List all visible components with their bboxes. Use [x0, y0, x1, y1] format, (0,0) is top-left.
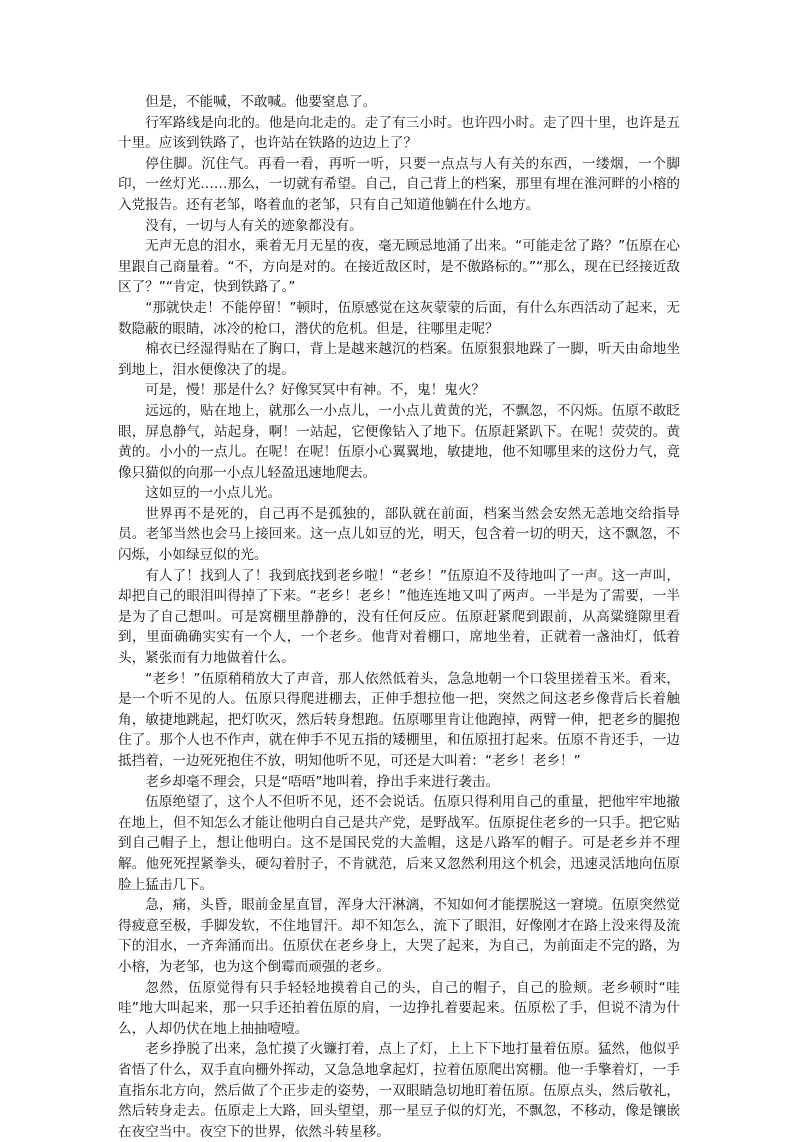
paragraph: 但是，不能喊，不敢喊。他要窒息了。 [145, 94, 377, 110]
paragraph: 老乡挣脱了出来，急忙摸了火镰打着，点上了灯，上上下下地打量着伍原。猛然，他似乎省悟了什么，双手直向栅外挥动，又急急地拿起灯，拉着伍原爬出窝棚。他一手擎着灯，一手直指东北方向，然后做了个正步走的姿势，一双眼睛急切地盯着伍原。伍原点头，然后敬礼，然后转身走去。伍原走上大路，回头望望，那一星豆子似的灯光，不飘忽，不移动，像是镶嵌在夜空当中。夜空下的世界，依然斗转星移。 [118, 1041, 680, 1140]
paragraph: 可是，慢！那是什么？好像冥冥中有神。不，鬼！鬼火？ [145, 382, 486, 399]
paragraph: 急，痛，头昏，眼前金星直冒，浑身大汗淋漓，不知如何才能摆脱这一窘境。伍原突然觉得疲意至极，手脚发软，不住地冒汗。却不知怎么，流下了眼泪，好像刚才在路上没来得及流下的泪水，一齐奔涌而出。伍原伏在老乡身上，大哭了起来，为自己，为前面走不完的路，为小榕，为老邹，也为这个倒霉而顽强的老乡。 [118, 897, 680, 975]
paragraph: “那就快走！不能停留！”顿时，伍原感觉在这灰蒙蒙的后面，有什么东西活动了起来，无数隐蔽的眼睛，冰冷的枪口，潜伏的危机。但是，往哪里走呢？ [118, 299, 680, 337]
paragraph: 没有，一切与人有关的迹象都没有。 [145, 217, 363, 234]
paragraph: 行军路线是向北的。他是向北走的。走了有三小时。也许四小时。走了四十里，也许是五十里。应该到铁路了，也许站在铁路的边边上了？ [118, 114, 680, 152]
paragraph: 老乡却毫不理会，只是“唔唔”地叫着，挣出手来进行袭击。 [145, 773, 500, 790]
paragraph: 这如豆的一小点儿光。 [145, 485, 282, 502]
paragraph: 有人了！找到人了！我到底找到老乡啦！“老乡！”伍原迫不及待地叫了一声。这一声叫，却把自己的眼泪叫得掉了下来。“老乡！老乡！”他连连地又叫了两声。一半是为了需要，一半是为了自己想叫。可是窝棚里静静的，没有任何反应。伍原赶紧爬到跟前，从高粱缝隙里看到，里面确确实实有一个人，一个老乡。他背对着棚口，席地坐着，正就着一盏油灯，低着头，紧张而有力地做着什么。 [118, 567, 680, 667]
paragraph: 无声无息的泪水，乘着无月无星的夜，毫无顾忌地涌了出来。“可能走岔了路？”伍原在心里跟自己商量着。“不，方向是对的。在接近敌区时，是不傲路标的。”“那么，现在已经接近敌区了？”“肯定，快到铁路了。” [118, 238, 680, 296]
paragraph: 棉衣已经湿得贴在了胸口，背上是越来越沉的档案。伍原狠狠地跺了一脚，听天由命地坐到地上，泪水便像决了的堤。 [118, 341, 680, 378]
paragraph: 伍原绝望了，这个人不但听不见，还不会说话。伍原只得利用自己的重量，把他牢牢地撤在地上，但不知怎么才能让他明白自己是共产党，是野战军。伍原捉住老乡的一只手。把它贴到自己帽子上，想让他明白。这不是国民党的大盖帽，这是八路军的帽子。可是老乡并不理解。他死死捏紧拳头，硬勾着肘子，不肯就范，后来又忽然利用这个机会，迅速灵活地向伍原脸上猛击几下。 [118, 794, 680, 893]
paragraph: “老乡！”伍原稍稍放大了声音，那人依然低着头，急急地朝一个口袋里搓着玉米。看来，是一个听不见的人。伍原只得爬进棚去，正伸手想拉他一把，突然之间这老乡像背后长着触角，敏捷地跳起，把灯吹灭，然后转身想跑。伍原哪里肯让他跑掉，两臂一伸，把老乡的腿抱住了。那个人也不作声，就在伸手不见五指的矮棚里，和伍原扭打起来。伍原不肯还手，一边抵挡着，一边死死抱住不放，明知他听不见，可还是大叫着：“老乡！老乡！” [118, 670, 680, 769]
document-body [118, 92, 680, 1142]
paragraph: 忽然，伍原觉得有只手轻轻地摸着自己的头，自己的帽子，自己的脸颊。老乡顿时“哇哇”地大叫起来，那一只手还拍着伍原的肩，一边挣扎着要起来。伍原松了手，但说不清为什么，人却仍伏在地上抽抽噎噎。 [118, 979, 680, 1037]
paragraph: 远远的，贴在地上，就那么一小点儿，一小点儿黄黄的光，不飘忽，不闪烁。伍原不敢眨眼，屏息静气，站起身，啊！一站起，它便像钻入了地下。伍原赶紧趴下。在呢！荧荧的。黄黄的。小小的一点儿。在呢！在呢！伍原小心翼翼地，敏捷地，他不知哪里来的这份力气，竟像只猫似的向那一小点儿轻盈迅速地爬去。 [118, 402, 680, 481]
paragraph: 停住脚。沉住气。再看一看，再听一听，只要一点点与人有关的东西，一缕烟，一个脚印，一丝灯光……那么，一切就有希望。自己，自己背上的档案，那里有埋在淮河畔的小榕的入党报告。还有老邹，咯着血的老邹，只有自己知道他躺在什么地方。 [118, 155, 680, 213]
paragraph: 世界再不是死的，自己再不是孤独的，部队就在前面，档案当然会安然无恙地交给指导员。老邹当然也会马上接回来。这一点儿如豆的光，明天，包含着一切的明天，这不飘忽，不闪烁，小如绿豆似的光。 [118, 505, 680, 564]
